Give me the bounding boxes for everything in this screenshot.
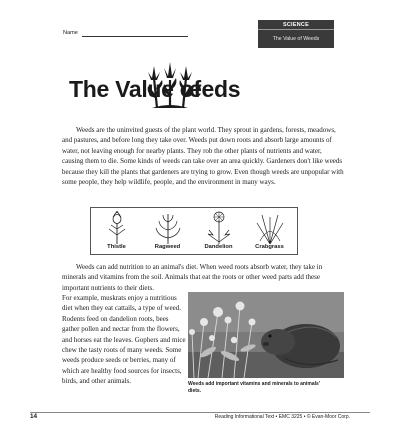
footer-credit: Reading Informational Text • EMC 3225 • © Evan-Moor Corp.	[214, 414, 350, 420]
dandelion-icon	[205, 210, 233, 244]
section-title: The Value of Weeds	[272, 36, 320, 42]
weed-dandelion	[193, 208, 244, 254]
title-text-part1: The Value of	[69, 76, 201, 102]
weed-label-dandelion: Dandelion	[204, 244, 233, 250]
name-line	[82, 36, 188, 37]
crabgrass-icon	[254, 211, 286, 244]
ragweed-icon	[154, 210, 182, 244]
muskrat-photo	[188, 292, 344, 378]
page-title	[62, 58, 262, 114]
weed-thistle	[91, 208, 142, 254]
example-paragraph: For example, muskrats enjoy a nutritious diet when they eat cattails, a type of weed. Rodents feed on dandelion roots, bees gather pollen and nectar from the flowers, and horses eat the leaves. Gophers and mice chew the tasty roots of many weeds. Some weeds produce seeds or berries, many of which are healthy food sources for insects, birds, and other animals.	[62, 294, 186, 386]
photo-caption: Weeds add important vitamins and minerals to animals' diets.	[188, 381, 320, 394]
weed-illustration-strip	[90, 207, 298, 255]
title-text-part2: eeds	[189, 76, 241, 102]
weed-label-ragweed: Ragweed	[154, 244, 181, 250]
weed-crabgrass	[244, 208, 295, 254]
weed-label-crabgrass: Crabgrass	[255, 244, 284, 250]
weed-label-thistle: Thistle	[107, 244, 126, 250]
name-label: Name	[63, 30, 78, 36]
muskrat-image	[188, 292, 344, 378]
nutrition-paragraph: Weeds can add nutrition to an animal's diet. When weed roots absorb water, they take in minerals and vitamins from the soil. Animals that eat the roots or other weed parts add these important nutrients to their diets.	[62, 263, 323, 292]
subject-label: SCIENCE	[282, 22, 310, 28]
weed-ragweed	[142, 208, 193, 254]
intro-paragraph: Weeds are the uninvited guests of the plant world. They sprout in gardens, forests, meadows, and pastures, and before long they take over. Weeds put down roots and absorb large amounts of water, not leaving enough for nearby plants. They rob the other plants of nutrients and water, causing them to die. Some kinds of weeds can take over an area quickly. Gardeners don't like weeds because they kill the plants that gardeners are trying to grow. Even though weeds are unpopular with some people, they help wildlife, people, and the environment in many ways.	[62, 126, 344, 187]
thistle-icon	[104, 211, 130, 244]
section-tag-divider	[258, 29, 334, 30]
footer-divider	[30, 412, 370, 413]
page-number: 14	[30, 413, 38, 420]
